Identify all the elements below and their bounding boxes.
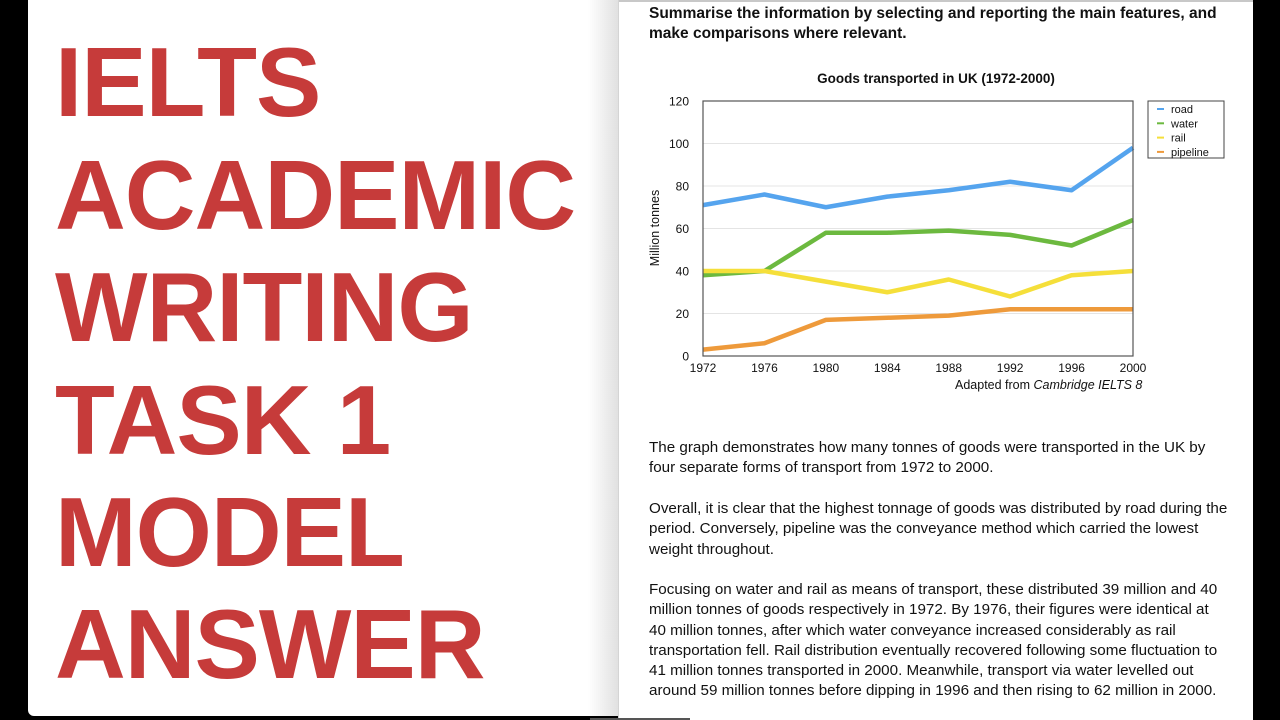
task-prompt: Summarise the information by selecting and reporting the main features, and make comparisons where relevant. [649,5,1217,42]
y-tick-label: 100 [668,137,689,151]
chart-series-lines [703,148,1133,350]
y-tick-label: 60 [675,222,689,236]
x-tick-label: 1992 [996,361,1024,375]
answer-paragraph-2: Overall, it is clear that the highest tonnage of goods was distributed by road during the period. Conversely, pipeline was the conveyance method which carried the lowest weight throughout. [649,500,1228,558]
legend-label-road: road [1171,104,1194,116]
series-line-pipeline [703,309,1133,349]
title-line-3: WRITING [55,252,473,362]
title-line-2: ACADEMIC [55,140,576,250]
title-panel [28,0,618,716]
source-title: Cambridge IELTS 8 [1033,378,1143,392]
chart-legend [1148,101,1224,159]
legend-label-pipeline: pipeline [1171,146,1209,159]
series-line-rail [703,271,1133,297]
y-tick-label: 20 [675,307,689,321]
answer-paragraph-1: The graph demonstrates how many tonnes of goods were transported in the UK by four separate forms of transport from 1972 to 2000. [649,439,1206,477]
x-tick-label: 1988 [935,361,963,375]
x-tick-label: 1984 [873,361,901,375]
y-axis-ticks [669,95,689,364]
series-line-road [703,148,1133,208]
x-axis-ticks [690,361,1147,375]
legend-label-water: water [1171,118,1198,131]
x-tick-label: 1972 [689,361,717,375]
title-line-4: TASK 1 [55,365,391,475]
x-tick-label: 1976 [751,361,778,375]
y-axis-label: Million tonnes [648,189,662,267]
x-tick-label: 2000 [1119,361,1147,375]
y-tick-label: 120 [668,94,689,109]
chart-source-caption: Adapted from Cambridge IELTS 8 [955,378,1143,392]
legend-label-rail: rail [1171,132,1186,145]
page-fold-shadow [588,0,618,716]
title-line-5: MODEL [55,477,404,587]
title-line-6: ANSWER [55,589,485,699]
x-tick-label: 1980 [812,361,840,375]
title-line-1: IELTS [55,27,321,137]
y-tick-label: 80 [675,179,689,194]
x-tick-label: 1996 [1058,361,1085,375]
line-chart [619,0,1253,380]
chart-title: Goods transported in UK (1972-2000) [817,71,1055,86]
y-tick-label: 0 [682,349,689,364]
answer-paragraph-3: Focusing on water and rail as means of transport, these distributed 39 million and 40 million tonnes of goods respectively in 1972. By 1976, their figures were identical at 40 million tonnes, after which water conveyance increased considerably as rail transportation fell. Rail distribution eventually recovered following some fluctuation to 41 million tonnes transported in 2000. Meanwhile, transport via water levelled out around 59 million tonnes before dipping in 1996 and then rising to 62 million in 2000. [649,581,1218,700]
document-page [618,0,1253,720]
y-tick-label: 40 [675,264,689,279]
